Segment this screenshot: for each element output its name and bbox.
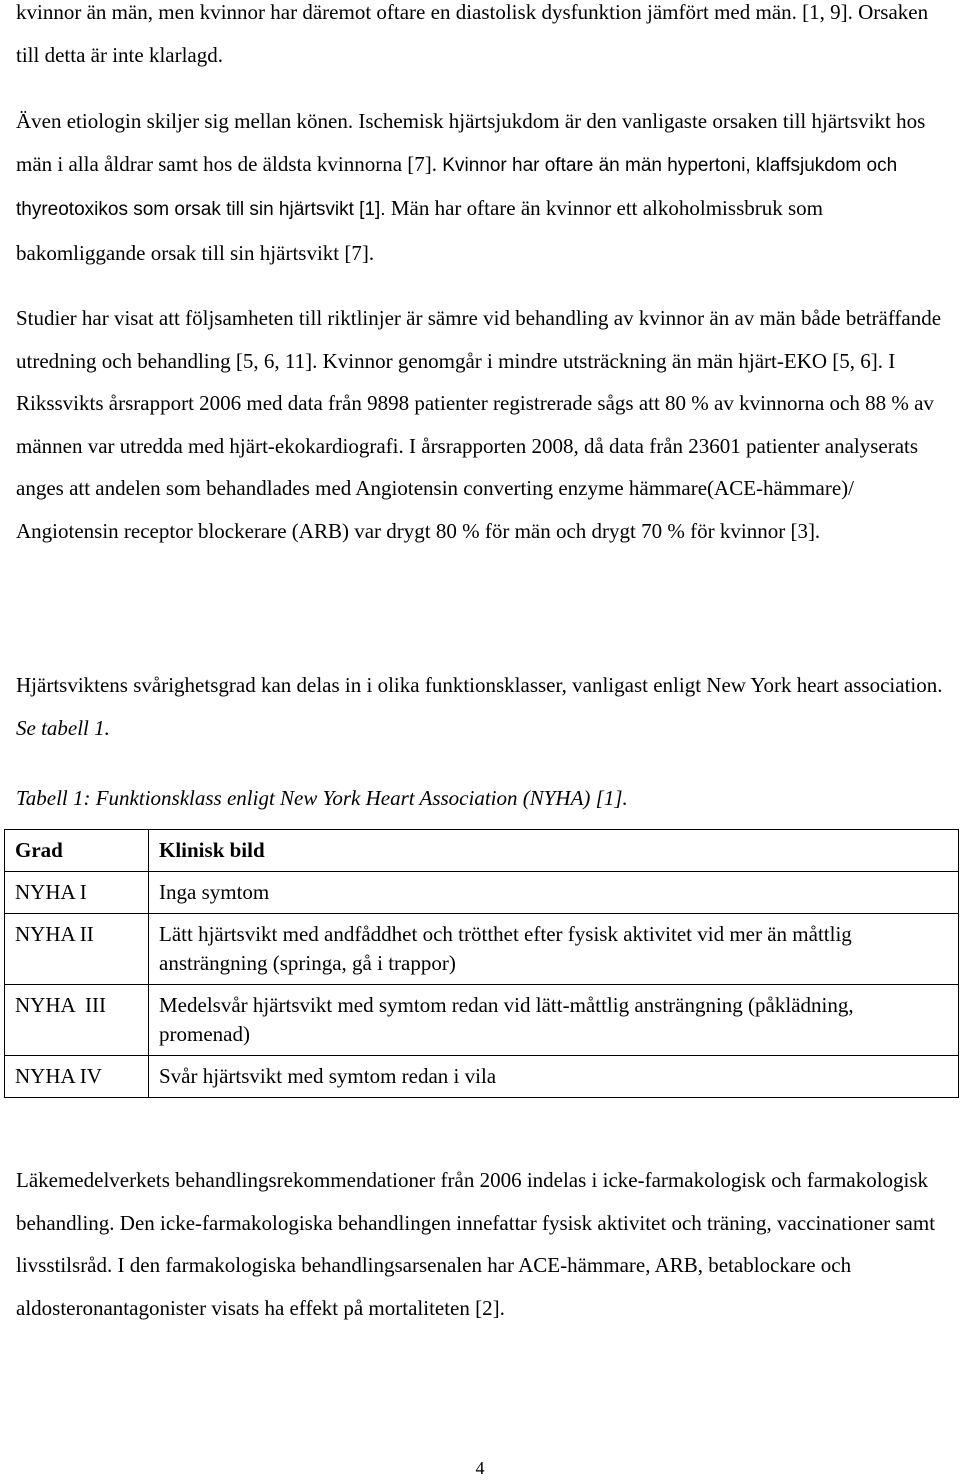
paragraph-guidelines — [16, 297, 948, 552]
paragraph-text: Studier har visat att följsamheten till riktlinjer är sämre vid behandling av kvinnor än av män både beträffande utredning och behandling [5, 6, 11]. Kvinnor genomgår i mindre utsträckning än män hjärt-EKO [5, 6]. I Rikssvikts årsrapport 2006 med data från 9898 patienter registrerade sågs att 80 % av kvinnorna och 88 % av männen var utredda med hjärt-ekokardiografi. I årsrapporten 2008, då data från 23601 patienter analyserats anges att andelen som behandlades med Angiotensin converting enzyme hämmare(ACE-hämmare)/ Angiotensin receptor blockerare (ARB) var drygt 80 % för män och drygt 70 % för kvinnor [3]. — [16, 306, 942, 543]
column-header-clinical: Klinisk bild — [149, 830, 959, 872]
page-number: 4 — [475, 1458, 485, 1478]
table-caption: Tabell 1: Funktionsklass enligt New York Heart Association (NYHA) [1]. — [16, 786, 628, 810]
clinical-cell: Lätt hjärtsvikt med andfåddhet och trötthet efter fysisk aktivitet vid mer än måttlig ansträngning (springa, gå i trappor) — [149, 914, 959, 985]
table-row — [5, 872, 959, 914]
paragraph-text: kvinnor än män, men kvinnor har däremot oftare en diastolisk dysfunktion jämfört med män. [1, 9]. Orsaken till detta är inte klarlagd. — [16, 0, 929, 67]
paragraph-text: Läkemedelverkets behandlingsrekommendationer från 2006 indelas i icke-farmakologisk och farmakologisk behandling. Den icke-farmakologiska behandlingen innefattar fysisk aktivitet och träning, vaccinationer samt livsstilsråd. I den farmakologiska behandlingsarsenalen har ACE-hämmare, ARB, betablockare och aldosteronantagonister visats ha effekt på mortaliteten [2]. — [16, 1168, 936, 1320]
table-row — [5, 914, 959, 985]
clinical-cell: Svår hjärtsvikt med symtom redan i vila — [149, 1056, 959, 1098]
grade-cell: NYHA IV — [5, 1056, 149, 1098]
grade-cell: NYHA III — [5, 985, 149, 1056]
table-reference: Se tabell 1. — [16, 715, 110, 740]
column-header-grade: Grad — [5, 830, 149, 872]
grade-cell: NYHA II — [5, 914, 149, 985]
paragraph-sex-differences — [16, 0, 948, 76]
table-header-row — [5, 830, 959, 872]
clinical-cell: Inga symtom — [149, 872, 959, 914]
paragraph-nyha-intro — [16, 664, 948, 749]
nyha-table — [4, 829, 959, 1098]
paragraph-text-a: Även etiologin skiljer sig mellan könen. Ischemisk hjärtsjukdom är den vanligaste orsaken till hjärtsvikt hos män i alla åldrar samt hos de äldsta kvinnorna [7]. — [16, 109, 926, 176]
paragraph-etiology — [16, 100, 948, 274]
table-row — [5, 985, 959, 1056]
paragraph-text: Hjärtsviktens svårighetsgrad kan delas in i olika funktionsklasser, vanligast enligt New York heart association. — [16, 673, 943, 697]
table-row — [5, 1056, 959, 1098]
paragraph-text-b: Kvinnor har oftare än män hypertoni, klaffsjukdom och thyreotoxikos som orsak till sin hjärtsvikt [1]. — [16, 154, 898, 220]
paragraph-treatment — [16, 1159, 948, 1329]
grade-cell: NYHA I — [5, 872, 149, 914]
paragraph-text-c: Män har oftare än kvinnor ett alkoholmissbruk som bakomliggande orsak till sin hjärtsvikt [7]. — [16, 196, 823, 265]
clinical-cell: Medelsvår hjärtsvikt med symtom redan vid lätt-måttlig ansträngning (påklädning, promenad) — [149, 985, 959, 1056]
